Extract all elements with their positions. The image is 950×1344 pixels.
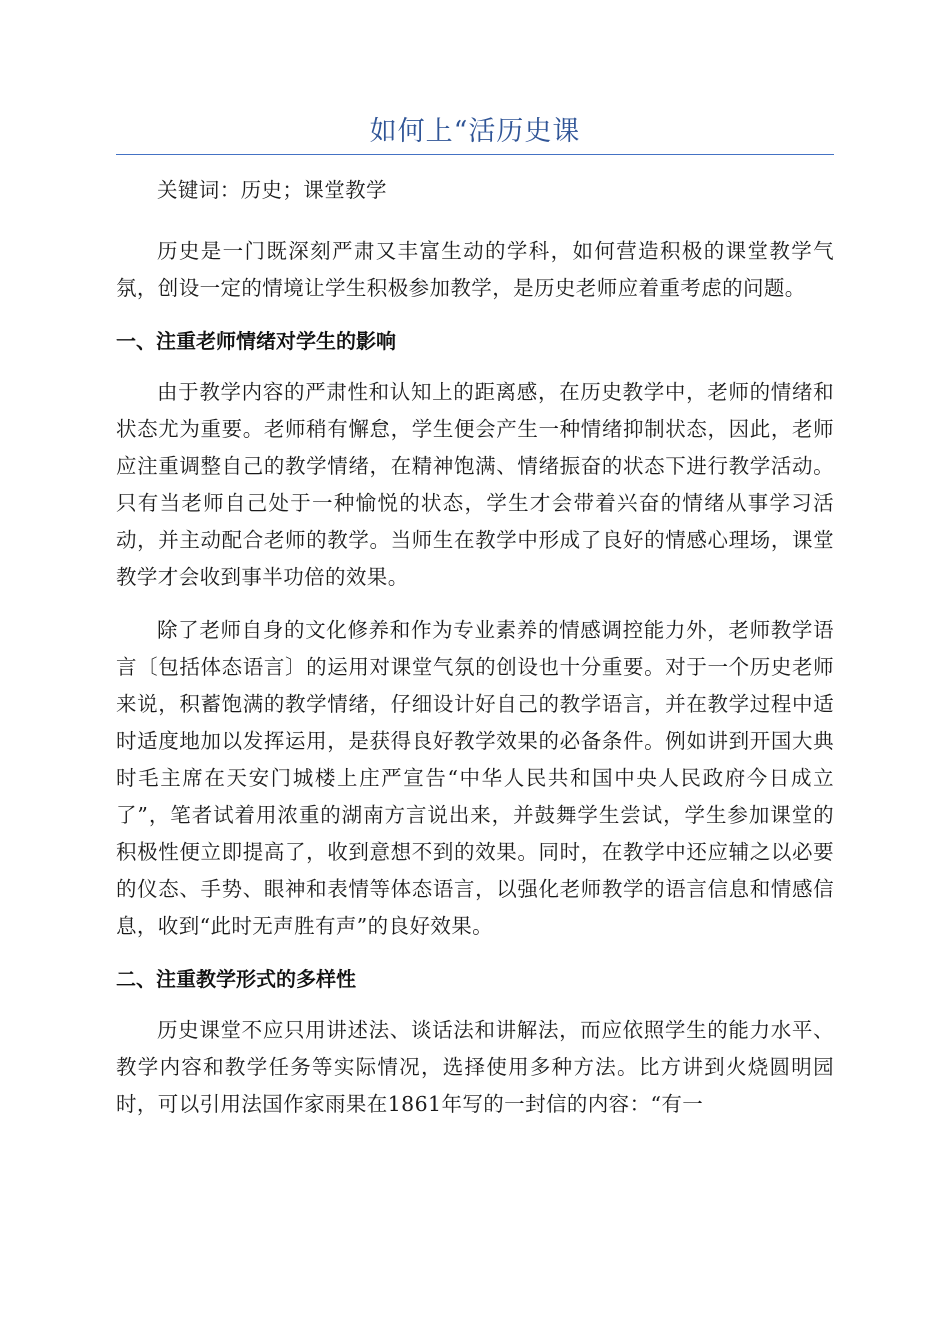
body-paragraph: 除了老师自身的文化修养和作为专业素养的情感调控能力外，老师教学语言〔包括体态语言〕的运用对课堂气氛的创设也十分重要。对于一个历史老师来说，积蓄饱满的教学情绪，仔细设计好自己的教学语言，并在教学过程中适时适度地加以发挥运用，是获得良好教学效果的必备条件。例如讲到开国大典时毛主席在天安门城楼上庄严宣告“中华人民共和国中央人民政府今日成立了”，笔者试着用浓重的湖南方言说出来，并鼓舞学生尝试，学生参加课堂的积极性便立即提高了，收到意想不到的效果。同时，在教学中还应辅之以必要的仪态、手势、眼神和表情等体态语言，以强化老师教学的语言信息和情感信息，收到“此时无声胜有声”的良好效果。 — [116, 618, 834, 938]
body-paragraph: 由于教学内容的严肃性和认知上的距离感，在历史教学中，老师的情绪和状态尤为重要。老师稍有懈怠，学生便会产生一种情绪抑制状态，因此，老师应注重调整自己的教学情绪，在精神饱满、情绪振奋的状态下进行教学活动。只有当老师自己处于一种愉悦的状态，学生才会带着兴奋的情绪从事学习活动，并主动配合老师的教学。当师生在教学中形成了良好的情感心理场，课堂教学才会收到事半功倍的效果。 — [116, 380, 834, 589]
body-paragraph: 历史课堂不应只用讲述法、谈话法和讲解法，而应依照学生的能力水平、教学内容和教学任务等实际情况，选择使用多种方法。比方讲到火烧圆明园时，可以引用法国作家雨果在1861年写的一封信的内容：“有一 — [116, 1018, 834, 1116]
document-title: 如何上“活历史课 — [369, 116, 581, 147]
document-body — [116, 172, 834, 1123]
title-underline — [116, 154, 834, 155]
keywords-line: 关键词：历史；课堂教学 — [157, 178, 387, 202]
intro-paragraph: 历史是一门既深刻严肃又丰富生动的学科，如何营造积极的课堂教学气氛，创设一定的情境让学生积极参加教学，是历史老师应着重考虑的问题。 — [116, 239, 834, 300]
section-heading: 二、注重教学形式的多样性 — [116, 967, 356, 991]
section-heading: 一、注重老师情绪对学生的影响 — [116, 329, 396, 353]
